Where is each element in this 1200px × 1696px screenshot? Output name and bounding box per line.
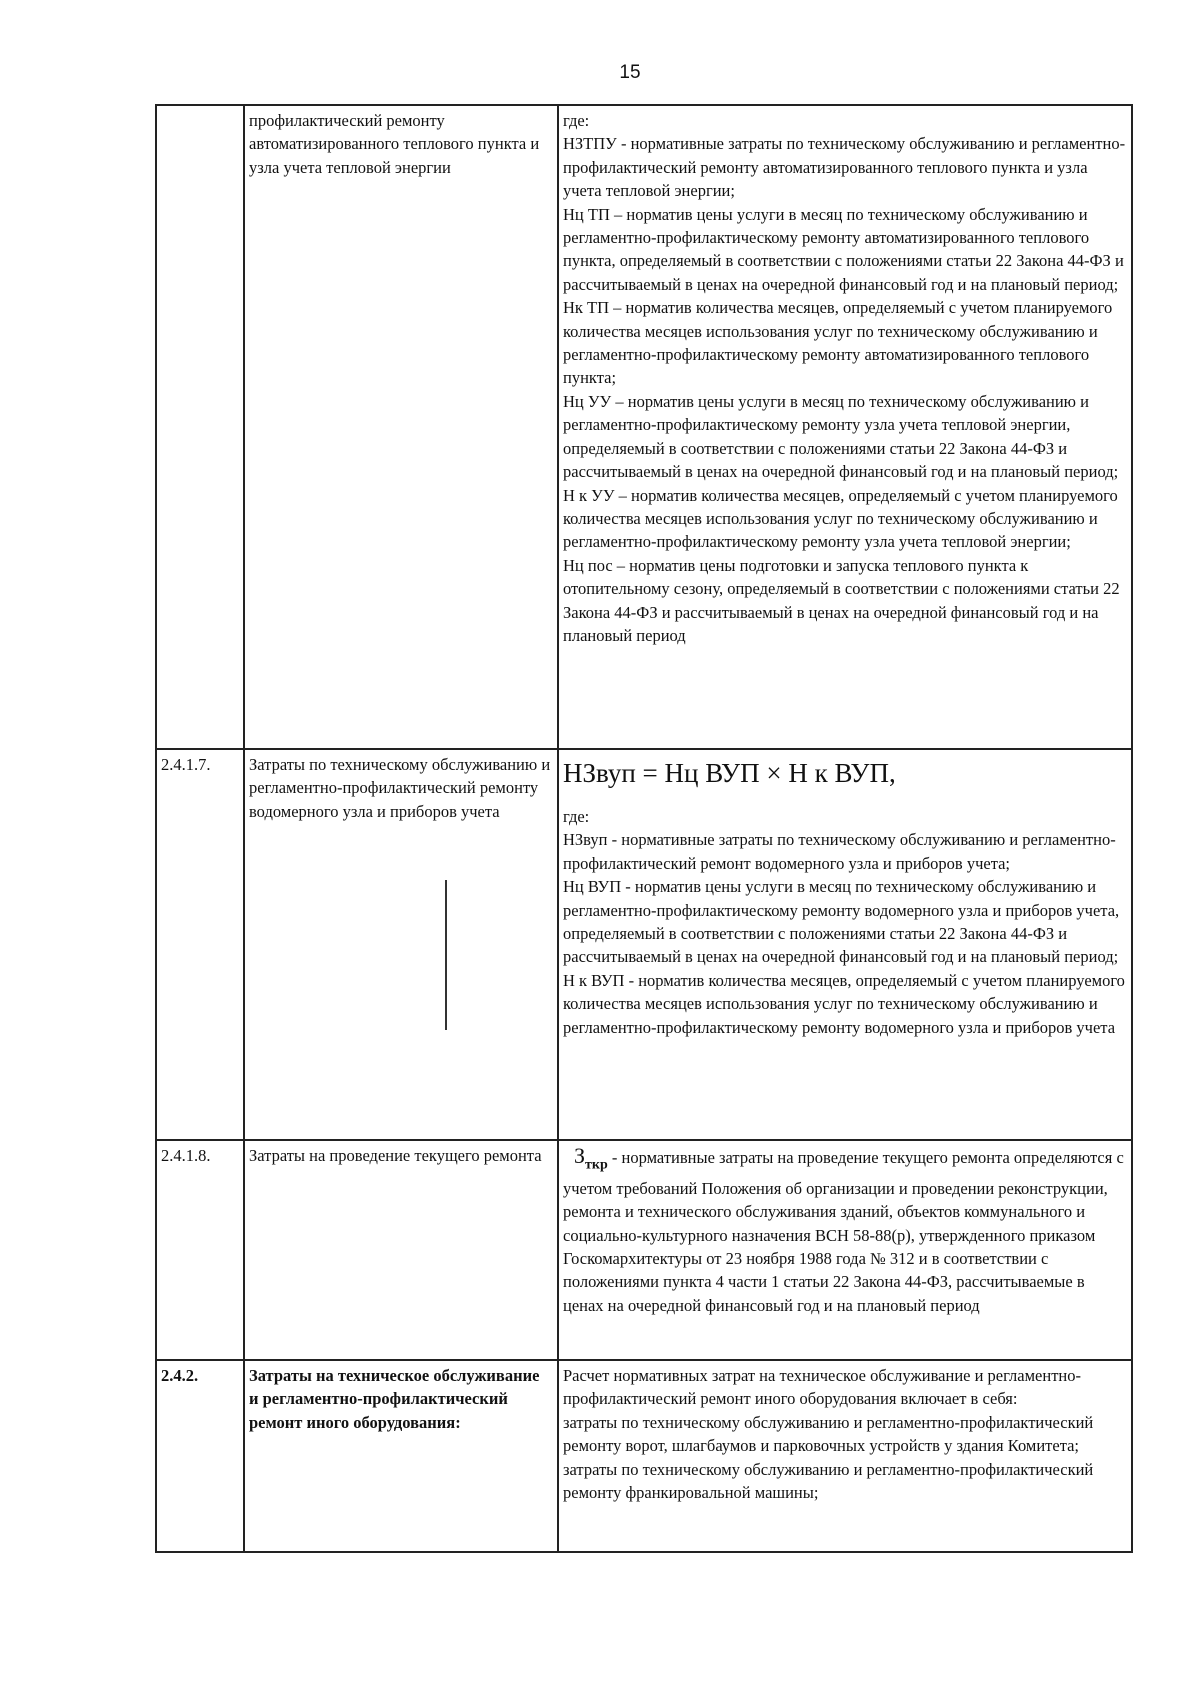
- description-line: где:: [563, 111, 590, 130]
- row-number: 2.4.1.8.: [156, 1140, 244, 1360]
- row-description: [558, 105, 1132, 749]
- row-title: Затраты по техническому обслуживанию и регламентно-профилактический ремонту водомерного узла и приборов учета: [244, 749, 558, 1140]
- table-row: [156, 1140, 1132, 1360]
- description-text: - нормативные затраты на проведение текущего ремонта определяются с учетом требований Положения об организации и проведении реконструкции, ремонта и технического обслуживания зданий, объектов коммунального и социально-культурного назначения ВСН 58-88(р), утвержденного приказом Госкомархитектуры от 23 ноября 1988 года № 312 и в соответствии с положениями пункта 4 части 1 статьи 22 Закона 44-ФЗ, рассчитываемые в ценах на очередной финансовый год и на плановый период: [563, 1148, 1124, 1315]
- description-line: Нк ТП – норматив количества месяцев, определяемый с учетом планируемого количества месяцев использования услуг по техническому обслуживанию и регламентно-профилактическому ремонту автоматизированного теплового пункта;: [563, 298, 1113, 388]
- table-row: [156, 105, 1132, 749]
- page-number: 15: [619, 62, 641, 83]
- description-line: Расчет нормативных затрат на техническое обслуживание и регламентно-профилактический ремонт иного оборудования включает в себя:: [563, 1366, 1081, 1409]
- description-line: Н к УУ – норматив количества месяцев, определяемый с учетом планируемого количества месяцев использования услуг по техническому обслуживанию и регламентно-профилактическому ремонту узла учета тепловой энергии;: [563, 485, 1118, 552]
- description-line: Нц пос – норматив цены подготовки и запуска теплового пункта к отопительному сезону, определяемый в соответствии с положениями статьи 22 Закона 44-ФЗ и рассчитываемый в ценах на очередной финансовый год и на плановый период: [563, 555, 1120, 645]
- row-description: [558, 749, 1132, 1140]
- description-line: Нц УУ – норматив цены услуги в месяц по техническому обслуживанию и регламентно-профилактическому ремонту узла учета тепловой энергии, определяемый в соответствии с положениями статьи 22 Закона 44-ФЗ и рассчитываемый в ценах на очередной финансовый год и на плановый период;: [563, 391, 1119, 482]
- description-line: НЗТПУ - нормативные затраты по техническому обслуживанию и регламентно-профилактический ремонту автоматизированного теплового пункта и узла учета тепловой энергии;: [563, 134, 1126, 201]
- cost-symbol-main: З: [574, 1143, 586, 1168]
- row-title: Затраты на проведение текущего ремонта: [244, 1140, 558, 1360]
- formula: НЗвуп = Нц ВУП × Н к ВУП,: [563, 758, 896, 788]
- scan-artifact-line: [445, 880, 447, 1030]
- row-number: 2.4.2.: [156, 1360, 244, 1552]
- description-line: Нц ВУП - норматив цены услуги в месяц по техническому обслуживанию и регламентно-профилактическому ремонту водомерного узла и приборов учета, определяемый в соответствии с положениями статьи 22 Закона 44-ФЗ и рассчитываемый в ценах на очередной финансовый год и на плановый период;: [563, 877, 1120, 967]
- description-line: Нц ТП – норматив цены услуги в месяц по техническому обслуживанию и регламентно-профилактическому ремонту автоматизированного теплового пункта, определяемый в соответствии с положениями статьи 22 Закона 44-ФЗ и рассчитываемый в ценах на очередной финансовый год и на плановый период;: [563, 204, 1124, 294]
- row-title: Затраты на техническое обслуживание и регламентно-профилактический ремонт иного оборудования:: [244, 1360, 558, 1552]
- description-line: затраты по техническому обслуживанию и регламентно-профилактический ремонту франкировальной машины;: [563, 1459, 1094, 1503]
- row-description: [558, 1140, 1132, 1360]
- row-title: профилактический ремонту автоматизированного теплового пункта и узла учета тепловой энергии: [244, 105, 558, 749]
- row-number: [156, 105, 244, 749]
- description-line: где:: [563, 807, 590, 826]
- cost-symbol-subscript: ткр: [585, 1157, 608, 1173]
- description-line: НЗвуп - нормативные затраты по техническому обслуживанию и регламентно-профилактический ремонт водомерного узла и приборов учета;: [563, 830, 1116, 873]
- cost-symbol: [563, 1143, 608, 1173]
- row-number: 2.4.1.7.: [156, 749, 244, 1140]
- row-description: [558, 1360, 1132, 1552]
- table-row: [156, 1360, 1132, 1552]
- description-line: затраты по техническому обслуживанию и регламентно-профилактический ремонту ворот, шлагбаумов и парковочных устройств у здания Комитета;: [563, 1412, 1094, 1456]
- description-line: Н к ВУП - норматив количества месяцев, определяемый с учетом планируемого количества месяцев использования услуг по техническому обслуживанию и регламентно-профилактическому ремонту водомерного узла и приборов учета: [563, 970, 1125, 1037]
- table-row: [156, 749, 1132, 1140]
- norms-table: [155, 104, 1133, 1553]
